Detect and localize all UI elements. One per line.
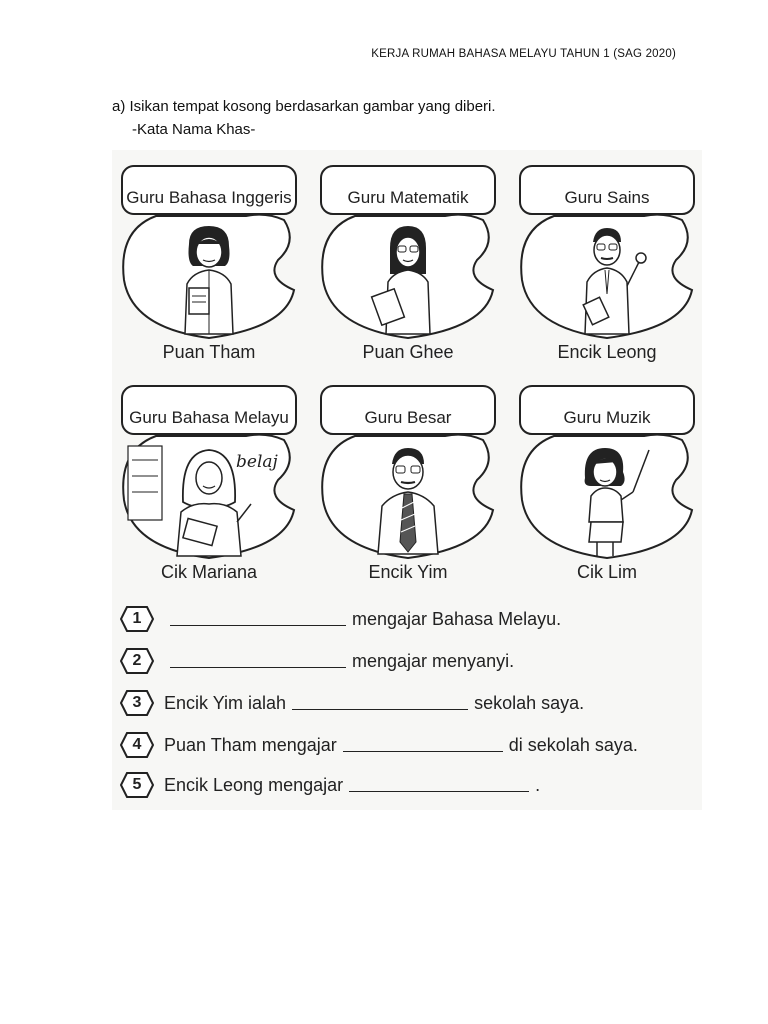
question-text: Puan Tham mengajar bbox=[164, 734, 337, 755]
answer-blank[interactable] bbox=[170, 666, 346, 668]
question-number-badge: 3 bbox=[120, 690, 154, 716]
card-title: Guru Sains bbox=[564, 188, 650, 207]
question-text: di sekolah saya. bbox=[508, 734, 638, 755]
teacher-card bbox=[514, 160, 700, 374]
teacher-card bbox=[116, 380, 302, 594]
female-teacher-with-glasses-icon bbox=[358, 222, 458, 338]
teacher-name: Puan Ghee bbox=[362, 342, 454, 362]
question-row bbox=[120, 688, 584, 718]
board-text: belaj bbox=[236, 452, 278, 472]
question-number-badge: 2 bbox=[120, 648, 154, 674]
worksheet-image bbox=[112, 150, 702, 810]
question-text: mengajar menyanyi. bbox=[352, 650, 515, 671]
answer-blank[interactable] bbox=[170, 624, 346, 626]
question-text: mengajar Bahasa Melayu. bbox=[352, 608, 562, 629]
question-text: Encik Yim ialah bbox=[164, 692, 287, 713]
teacher-name: Encik Yim bbox=[368, 562, 448, 582]
question-number-badge: 1 bbox=[120, 606, 154, 632]
card-title: Guru Bahasa Inggeris bbox=[126, 188, 292, 207]
female-teacher-with-book-icon bbox=[159, 222, 259, 338]
card-title: Guru Matematik bbox=[347, 188, 469, 207]
question-row bbox=[120, 604, 561, 634]
instruction-text: a) Isikan tempat kosong berdasarkan gambar yang diberi. bbox=[112, 98, 496, 115]
headmaster-with-tie-icon bbox=[358, 442, 458, 558]
question-row bbox=[120, 646, 514, 676]
card-title: Guru Bahasa Melayu bbox=[129, 408, 289, 427]
question-number-badge: 5 bbox=[120, 772, 154, 798]
teacher-name: Cik Mariana bbox=[160, 562, 258, 582]
music-teacher-with-baton-icon bbox=[557, 442, 657, 558]
teacher-card bbox=[514, 380, 700, 594]
page-header: KERJA RUMAH BAHASA MELAYU TAHUN 1 (SAG 2020) bbox=[371, 48, 676, 60]
card-title: Guru Besar bbox=[364, 408, 452, 427]
teacher-name: Cik Lim bbox=[576, 562, 637, 582]
question-text: sekolah saya. bbox=[474, 692, 585, 713]
answer-blank[interactable] bbox=[292, 708, 468, 710]
teacher-card bbox=[116, 160, 302, 374]
instruction-block bbox=[112, 95, 496, 141]
teacher-name: Encik Leong bbox=[557, 342, 657, 362]
question-row bbox=[120, 770, 540, 800]
male-teacher-waving-icon bbox=[557, 222, 657, 338]
teacher-name: Puan Tham bbox=[162, 342, 256, 362]
answer-blank[interactable] bbox=[349, 790, 529, 792]
teacher-card bbox=[315, 380, 501, 594]
question-row bbox=[120, 730, 638, 760]
answer-blank[interactable] bbox=[343, 750, 503, 752]
question-text: Encik Leong mengajar bbox=[164, 774, 344, 795]
instruction-subtitle: -Kata Nama Khas- bbox=[132, 121, 256, 138]
teacher-card bbox=[315, 160, 501, 374]
question-text: . bbox=[535, 774, 541, 795]
card-title: Guru Muzik bbox=[563, 408, 651, 427]
question-number-badge: 4 bbox=[120, 732, 154, 758]
teacher-with-headscarf-icon bbox=[159, 442, 259, 558]
